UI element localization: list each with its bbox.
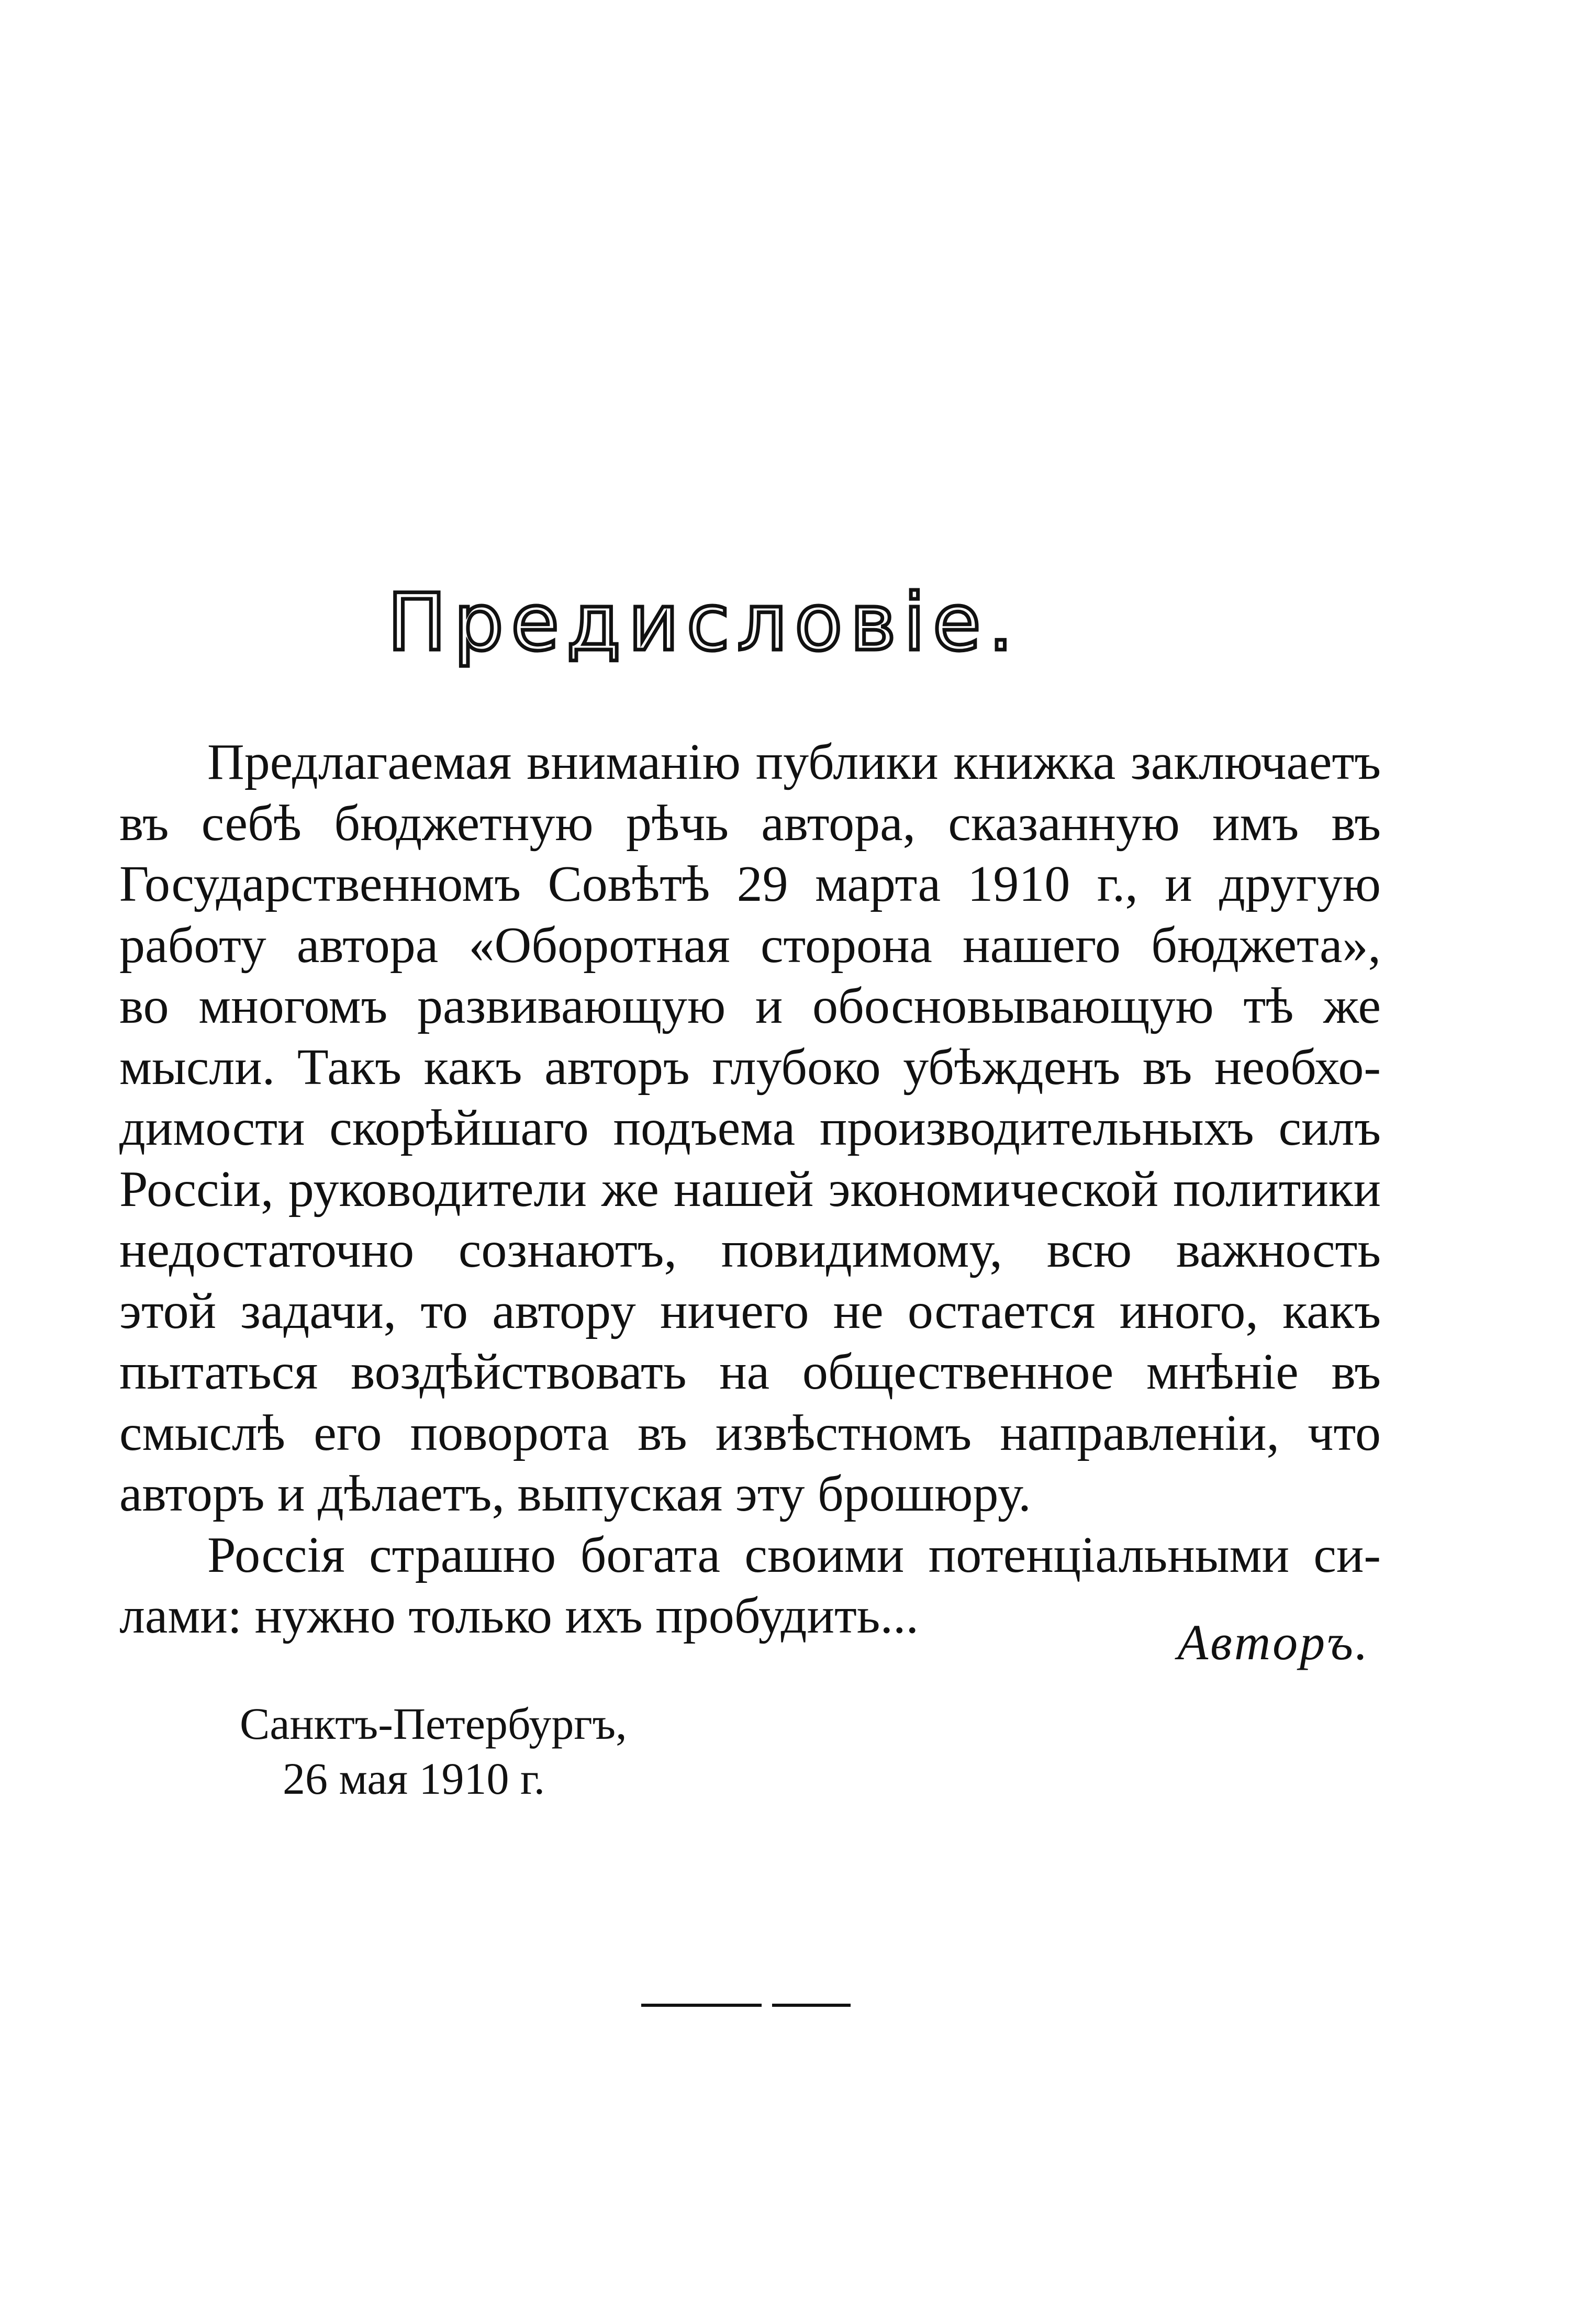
text-line: Предлагаемая вниманію публики книжка заключаетъ [207, 734, 1381, 790]
text-line: пытаться воздѣйствовать на общественное мнѣніе въ [119, 1344, 1381, 1400]
rule-segment [641, 2004, 762, 2007]
text-line: Россія страшно богата своими потенціальными си- [207, 1526, 1381, 1583]
closing-rule [641, 2004, 851, 2007]
text-line: Россіи, руководители же нашей экономической политики [119, 1160, 1381, 1217]
paragraph-1 [119, 732, 1381, 1525]
text-line: авторъ и дѣлаетъ, выпуская эту брошюру. [119, 1466, 1031, 1522]
rule-segment [772, 2004, 851, 2007]
text-line: въ себѣ бюджетную рѣчь автора, сказанную имъ въ [119, 795, 1381, 852]
preface-body [119, 732, 1381, 1647]
text-line: Государственномъ Совѣтѣ 29 марта 1910 г., и другую [119, 856, 1381, 912]
text-line: димости скорѣйшаго подъема производительныхъ силъ [119, 1100, 1381, 1156]
text-line: недостаточно сознаютъ, повидимому, всю важность [119, 1222, 1381, 1278]
date-line: 26 мая 1910 г. [283, 1753, 545, 1804]
text-line: этой задачи, то автору ничего не остается иного, какъ [119, 1282, 1381, 1339]
text-line: лами: нужно только ихъ пробудить... [119, 1588, 919, 1644]
page-title: Предисловіе. [387, 577, 1021, 668]
text-line: мысли. Такъ какъ авторъ глубоко убѣжденъ въ необхо- [119, 1038, 1381, 1096]
text-line: работу автора «Оборотная сторона нашего бюджета», [119, 917, 1381, 974]
place-line: Санктъ-Петербургъ, [240, 1699, 627, 1749]
text-line: во многомъ развивающую и обосновывающую тѣ же [119, 978, 1381, 1034]
author-signature: Авторъ. [1177, 1614, 1370, 1670]
text-line: смыслѣ его поворота въ извѣстномъ направленіи, что [119, 1404, 1381, 1461]
